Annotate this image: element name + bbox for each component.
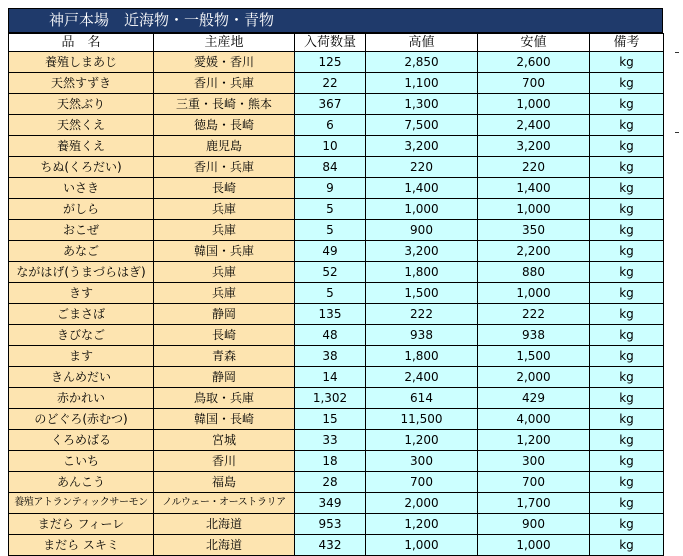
table-row: [9, 409, 664, 430]
header-quantity: 入荷数量: [295, 34, 366, 52]
cell-low-price: 700: [478, 472, 590, 493]
header-high-price: 高値: [366, 34, 478, 52]
cell-high-price: 1,000: [366, 199, 478, 220]
cell-quantity: 18: [295, 451, 366, 472]
table-row: [9, 388, 664, 409]
cell-low-price: 4,000: [478, 409, 590, 430]
cell-unit: kg: [590, 409, 664, 430]
cell-low-price: 350: [478, 220, 590, 241]
edge-mark: [675, 52, 679, 53]
cell-item-name: くろめばる: [9, 430, 154, 451]
cell-item-name: きびなご: [9, 325, 154, 346]
cell-origin: 三重・長崎・熊本: [154, 94, 295, 115]
cell-low-price: 700: [478, 73, 590, 94]
table-row: [9, 325, 664, 346]
cell-item-name: 天然ぶり: [9, 94, 154, 115]
cell-unit: kg: [590, 52, 664, 73]
table-row: [9, 346, 664, 367]
cell-high-price: 1,300: [366, 94, 478, 115]
cell-high-price: 11,500: [366, 409, 478, 430]
cell-origin: 兵庫: [154, 199, 295, 220]
cell-item-name: あんこう: [9, 472, 154, 493]
header-low-price: 安値: [478, 34, 590, 52]
cell-item-name: まだら フィーレ: [9, 514, 154, 535]
cell-high-price: 220: [366, 157, 478, 178]
header-unit: 備考: [590, 34, 664, 52]
cell-quantity: 5: [295, 220, 366, 241]
table-row: [9, 283, 664, 304]
cell-unit: kg: [590, 73, 664, 94]
cell-item-name: あなご: [9, 241, 154, 262]
cell-high-price: 300: [366, 451, 478, 472]
cell-item-name: ながはげ(うまづらはぎ): [9, 262, 154, 283]
cell-origin: 長崎: [154, 178, 295, 199]
cell-unit: kg: [590, 283, 664, 304]
cell-high-price: 1,500: [366, 283, 478, 304]
cell-high-price: 3,200: [366, 241, 478, 262]
market-price-sheet: [8, 8, 663, 556]
cell-origin: 鳥取・兵庫: [154, 388, 295, 409]
cell-high-price: 1,100: [366, 73, 478, 94]
cell-low-price: 300: [478, 451, 590, 472]
cell-low-price: 2,200: [478, 241, 590, 262]
table-row: [9, 157, 664, 178]
cell-unit: kg: [590, 136, 664, 157]
cell-item-name: ます: [9, 346, 154, 367]
cell-low-price: 220: [478, 157, 590, 178]
cell-high-price: 2,000: [366, 493, 478, 514]
cell-origin: 青森: [154, 346, 295, 367]
header-origin: 主産地: [154, 34, 295, 52]
cell-low-price: 1,700: [478, 493, 590, 514]
cell-quantity: 15: [295, 409, 366, 430]
cell-origin: 福島: [154, 472, 295, 493]
cell-low-price: 1,200: [478, 430, 590, 451]
cell-item-name: こいち: [9, 451, 154, 472]
price-table: [8, 33, 664, 556]
cell-origin: 香川・兵庫: [154, 157, 295, 178]
cell-low-price: 1,000: [478, 535, 590, 556]
cell-unit: kg: [590, 493, 664, 514]
table-body: [9, 52, 664, 556]
cell-unit: kg: [590, 472, 664, 493]
cell-quantity: 10: [295, 136, 366, 157]
cell-item-name: 養殖しまあじ: [9, 52, 154, 73]
table-row: [9, 535, 664, 556]
table-row: [9, 241, 664, 262]
cell-unit: kg: [590, 241, 664, 262]
cell-unit: kg: [590, 514, 664, 535]
cell-quantity: 367: [295, 94, 366, 115]
cell-origin: 鹿児島: [154, 136, 295, 157]
cell-item-name: きす: [9, 283, 154, 304]
header-name: 品 名: [9, 34, 154, 52]
cell-quantity: 9: [295, 178, 366, 199]
edge-mark: [675, 132, 679, 133]
cell-high-price: 3,200: [366, 136, 478, 157]
cell-unit: kg: [590, 178, 664, 199]
cell-item-name: のどぐろ(赤むつ): [9, 409, 154, 430]
cell-high-price: 7,500: [366, 115, 478, 136]
cell-unit: kg: [590, 115, 664, 136]
cell-quantity: 349: [295, 493, 366, 514]
sheet-title: 神戸本場 近海物・一般物・青物: [8, 8, 663, 33]
cell-quantity: 52: [295, 262, 366, 283]
cell-quantity: 14: [295, 367, 366, 388]
cell-low-price: 900: [478, 514, 590, 535]
cell-unit: kg: [590, 430, 664, 451]
cell-origin: 長崎: [154, 325, 295, 346]
cell-unit: kg: [590, 262, 664, 283]
cell-origin: 北海道: [154, 514, 295, 535]
cell-low-price: 2,600: [478, 52, 590, 73]
cell-quantity: 28: [295, 472, 366, 493]
cell-quantity: 5: [295, 283, 366, 304]
cell-unit: kg: [590, 325, 664, 346]
cell-origin: 北海道: [154, 535, 295, 556]
cell-high-price: 1,400: [366, 178, 478, 199]
cell-low-price: 1,400: [478, 178, 590, 199]
cell-high-price: 2,850: [366, 52, 478, 73]
cell-origin: 宮城: [154, 430, 295, 451]
cell-origin: 兵庫: [154, 220, 295, 241]
cell-low-price: 1,500: [478, 346, 590, 367]
cell-quantity: 49: [295, 241, 366, 262]
cell-quantity: 5: [295, 199, 366, 220]
cell-low-price: 429: [478, 388, 590, 409]
cell-low-price: 938: [478, 325, 590, 346]
table-row: [9, 199, 664, 220]
cell-item-name: 天然くえ: [9, 115, 154, 136]
cell-unit: kg: [590, 157, 664, 178]
table-row: [9, 493, 664, 514]
cell-unit: kg: [590, 367, 664, 388]
cell-origin: 韓国・長崎: [154, 409, 295, 430]
cell-quantity: 22: [295, 73, 366, 94]
table-row: [9, 178, 664, 199]
cell-high-price: 900: [366, 220, 478, 241]
table-row: [9, 136, 664, 157]
cell-high-price: 1,800: [366, 262, 478, 283]
cell-quantity: 432: [295, 535, 366, 556]
cell-high-price: 2,400: [366, 367, 478, 388]
cell-item-name: 養殖くえ: [9, 136, 154, 157]
cell-item-name: ごまさば: [9, 304, 154, 325]
cell-low-price: 1,000: [478, 283, 590, 304]
cell-origin: ノルウェー・オーストラリア: [154, 493, 295, 514]
cell-quantity: 33: [295, 430, 366, 451]
cell-origin: 兵庫: [154, 283, 295, 304]
cell-item-name: 養殖アトランティックサーモン: [9, 493, 154, 514]
cell-unit: kg: [590, 94, 664, 115]
cell-unit: kg: [590, 199, 664, 220]
table-row: [9, 451, 664, 472]
cell-high-price: 222: [366, 304, 478, 325]
cell-origin: 静岡: [154, 304, 295, 325]
cell-item-name: がしら: [9, 199, 154, 220]
cell-unit: kg: [590, 304, 664, 325]
cell-high-price: 1,800: [366, 346, 478, 367]
cell-item-name: 赤かれい: [9, 388, 154, 409]
table-row: [9, 430, 664, 451]
table-row: [9, 367, 664, 388]
cell-low-price: 2,400: [478, 115, 590, 136]
table-row: [9, 220, 664, 241]
cell-unit: kg: [590, 535, 664, 556]
cell-low-price: 880: [478, 262, 590, 283]
cell-low-price: 1,000: [478, 94, 590, 115]
cell-quantity: 135: [295, 304, 366, 325]
table-row: [9, 115, 664, 136]
cell-origin: 兵庫: [154, 262, 295, 283]
table-row: [9, 514, 664, 535]
header-row: [9, 34, 664, 52]
cell-unit: kg: [590, 388, 664, 409]
cell-origin: 愛媛・香川: [154, 52, 295, 73]
cell-low-price: 3,200: [478, 136, 590, 157]
cell-low-price: 1,000: [478, 199, 590, 220]
table-row: [9, 262, 664, 283]
cell-unit: kg: [590, 220, 664, 241]
cell-origin: 徳島・長崎: [154, 115, 295, 136]
cell-quantity: 48: [295, 325, 366, 346]
cell-quantity: 6: [295, 115, 366, 136]
cell-item-name: いさき: [9, 178, 154, 199]
cell-quantity: 125: [295, 52, 366, 73]
table-row: [9, 94, 664, 115]
cell-high-price: 614: [366, 388, 478, 409]
cell-quantity: 953: [295, 514, 366, 535]
cell-quantity: 1,302: [295, 388, 366, 409]
cell-low-price: 2,000: [478, 367, 590, 388]
cell-origin: 香川: [154, 451, 295, 472]
cell-low-price: 222: [478, 304, 590, 325]
cell-item-name: ちぬ(くろだい): [9, 157, 154, 178]
cell-high-price: 938: [366, 325, 478, 346]
cell-origin: 韓国・兵庫: [154, 241, 295, 262]
table-row: [9, 472, 664, 493]
table-row: [9, 304, 664, 325]
cell-origin: 静岡: [154, 367, 295, 388]
cell-item-name: 天然すずき: [9, 73, 154, 94]
table-row: [9, 52, 664, 73]
table-row: [9, 73, 664, 94]
cell-quantity: 38: [295, 346, 366, 367]
cell-high-price: 1,200: [366, 430, 478, 451]
cell-item-name: きんめだい: [9, 367, 154, 388]
cell-item-name: おこぜ: [9, 220, 154, 241]
cell-high-price: 700: [366, 472, 478, 493]
cell-origin: 香川・兵庫: [154, 73, 295, 94]
cell-unit: kg: [590, 346, 664, 367]
cell-high-price: 1,000: [366, 535, 478, 556]
cell-item-name: まだら スキミ: [9, 535, 154, 556]
cell-high-price: 1,200: [366, 514, 478, 535]
cell-unit: kg: [590, 451, 664, 472]
cell-quantity: 84: [295, 157, 366, 178]
